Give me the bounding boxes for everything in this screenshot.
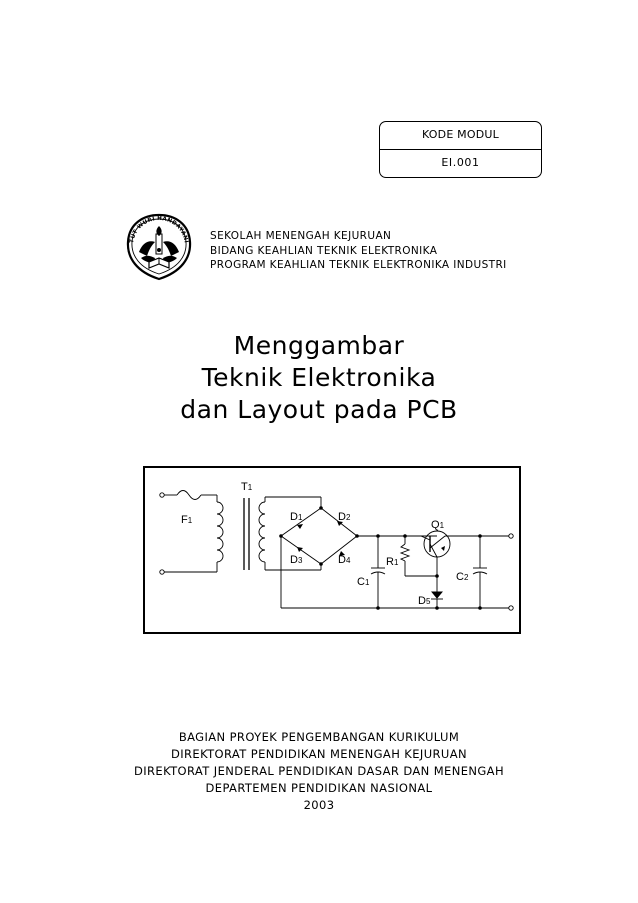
kode-modul-box	[379, 121, 542, 178]
title-line: Teknik Elektronika	[201, 363, 437, 392]
label-r1: R1	[386, 556, 399, 568]
title-line: dan Layout pada PCB	[180, 395, 458, 424]
label-d4: D4	[338, 554, 351, 566]
school-line: SEKOLAH MENENGAH KEJURUAN	[210, 230, 392, 242]
label-q1: Q1	[431, 519, 445, 531]
school-line: BIDANG KEAHLIAN TEKNIK ELEKTRONIKA	[210, 244, 438, 257]
kode-modul-label: KODE MODUL	[422, 128, 499, 141]
footer-year: 2003	[303, 798, 335, 812]
power-supply-circuit	[145, 468, 519, 632]
footer-line: BAGIAN PROYEK PENGEMBANGAN KURIKULUM	[178, 730, 460, 744]
kode-modul-divider	[380, 149, 541, 150]
tut-wuri-handayani-emblem-icon	[123, 212, 195, 282]
label-d2: D2	[338, 511, 351, 523]
label-f1: F1	[181, 514, 193, 526]
label-c2: C2	[456, 571, 469, 583]
label-d1: D1	[290, 511, 303, 523]
label-d3: D3	[290, 554, 303, 566]
svg-text:TUT WURI HANDAYANI: TUT WURI HANDAYANI	[129, 215, 189, 244]
publisher-footer	[0, 729, 638, 814]
circuit-diagram-frame	[143, 466, 521, 634]
school-line: PROGRAM KEAHLIAN TEKNIK ELEKTRONIKA INDUSTRI	[210, 259, 507, 271]
label-d5: D5	[418, 595, 431, 607]
school-header	[210, 229, 507, 273]
kode-modul-value: EI.001	[441, 156, 480, 169]
module-title	[0, 330, 638, 426]
footer-line: DIREKTORAT JENDERAL PENDIDIKAN DASAR DAN MENENGAH	[133, 764, 504, 778]
footer-line: DIREKTORAT PENDIDIKAN MENENGAH KEJURUAN	[170, 747, 467, 761]
footer-line: DEPARTEMEN PENDIDIKAN NASIONAL	[205, 781, 433, 795]
title-line: Menggambar	[233, 331, 405, 360]
label-c1: C1	[357, 576, 370, 588]
label-t1: T1	[241, 481, 253, 493]
